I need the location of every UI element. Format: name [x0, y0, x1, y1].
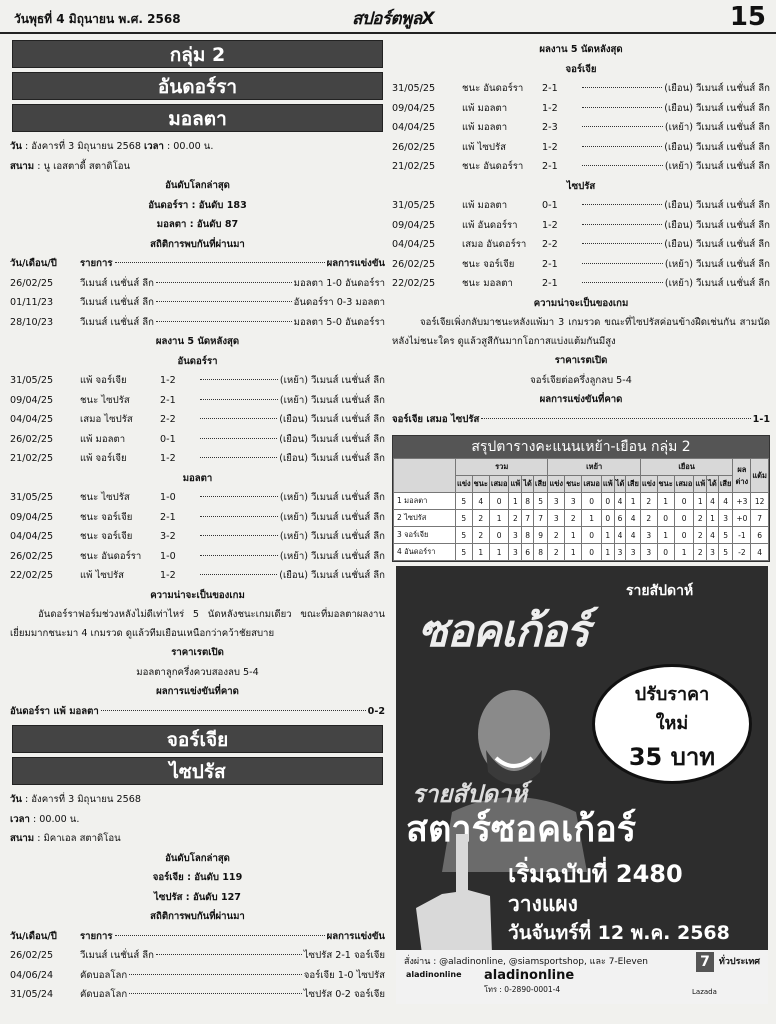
standings-cell: 4: [707, 493, 719, 510]
form-row: 09/04/25 ชนะ ไซปรัส 2-1 (เหย้า) วีเมนส์ เนชั่นส์ ลีก: [10, 394, 385, 406]
standings-cell: 0: [601, 493, 614, 510]
standings-cell: 4: [614, 527, 626, 544]
standings-cell: 5: [456, 544, 473, 561]
h2h-row: 01/11/23 วีเมนส์ เนชั่นส์ ลีก อันดอร์รา 0-3 มอลตา: [10, 297, 385, 308]
match2-form-home-list: [392, 79, 770, 177]
standings-table: [392, 435, 770, 562]
standings-cell: 0: [489, 527, 509, 544]
standings-cell: 5: [456, 510, 473, 527]
match1-away-banner: มอลตา: [12, 104, 383, 132]
match1-chance-title: ความน่าจะเป็นของเกม: [150, 589, 245, 601]
match1-home-banner: อันดอร์รา: [12, 72, 383, 100]
standings-col-header: เสีย: [533, 476, 548, 493]
standings-cell: 3: [548, 493, 565, 510]
standings-col-header: ชนะ: [565, 476, 582, 493]
match1-chance-text: อันดอร์ราฟอร์มช่วงหลังไม่ดีเท่าไหร่ 5 นัดหลังชนะเกมเดียว ขณะที่มอลตาผลงานเยี่ยมมากชนะมา 4 เกมรวด ดูแล้วทีมเยือนเหนือกว่าคว้าชัยสบาย: [10, 609, 385, 639]
match2-day: วัน : อังคารที่ 3 มิถุนายน 2568: [10, 794, 141, 805]
standings-cell: 4: [626, 510, 641, 527]
match2-ranking-title: อันดับโลกล่าสุด: [165, 852, 230, 864]
standings-grid: [393, 458, 769, 561]
standings-cell: 4: [614, 493, 626, 510]
standings-cell: 1: [707, 510, 719, 527]
standings-col-header: แพ้: [601, 476, 614, 493]
match2-h2h-header: วัน/เดือน/ปี รายการ ผลการแข่งขัน: [10, 930, 385, 942]
form-row: 04/04/25 เสมอ อันดอร์รา 2-2 (เยือน) วีเมนส์ เนชั่นส์ ลีก: [392, 239, 770, 250]
standings-col-header: เสมอ: [582, 476, 602, 493]
standings-cell: 2: [640, 510, 657, 527]
standings-cell: 0: [657, 510, 674, 527]
standings-team: 2 ไซปรัส: [394, 510, 456, 527]
standings-cell: 4: [626, 527, 641, 544]
form-row: 26/02/25 แพ้ มอลตา 0-1 (เยือน) วีเมนส์ เนชั่นส์ ลีก: [10, 433, 385, 445]
price-bubble: ปรับราคา ใหม่ 35 บาท: [592, 664, 752, 784]
group-home: เหย้า: [548, 459, 640, 476]
form-row: 22/02/25 ชนะ มอลตา 2-1 (เหย้า) วีเมนส์ เนชั่นส์ ลีก: [392, 278, 770, 289]
standings-cell: -1: [733, 527, 751, 544]
standings-col-header: เสมอ: [674, 476, 694, 493]
pts-header: แต้ม: [751, 459, 769, 493]
standings-col-header: เสมอ: [489, 476, 509, 493]
match2-h2h-title: สถิติการพบกันที่ผ่านมา: [150, 911, 245, 922]
standings-cell: 0: [582, 493, 602, 510]
standings-cell: 0: [674, 510, 694, 527]
standings-row: [394, 527, 769, 544]
form-row: 04/04/25 แพ้ มอลตา 2-3 (เหย้า) วีเมนส์ เนชั่นส์ ลีก: [392, 122, 770, 133]
standings-cell: 3: [707, 544, 719, 561]
standings-cell: 3: [509, 527, 522, 544]
match1-price-text: มอลตาลูกครึ่งควบสองลบ 5-4: [136, 666, 259, 678]
standings-cell: 7: [533, 510, 548, 527]
standings-cell: 2: [694, 527, 707, 544]
standings-cell: 3: [718, 510, 733, 527]
standings-cell: 2: [509, 510, 522, 527]
group-banner: กลุ่ม 2: [12, 40, 383, 68]
match1-h2h-list: [10, 274, 385, 333]
standings-cell: 5: [718, 527, 733, 544]
form-row: 09/04/25 ชนะ จอร์เจีย 2-1 (เหย้า) วีเมนส์ เนชั่นส์ ลีก: [10, 511, 385, 523]
form-row: 31/05/25 แพ้ มอลตา 0-1 (เยือน) วีเมนส์ เนชั่นส์ ลีก: [392, 200, 770, 211]
standings-cell: 3: [640, 527, 657, 544]
standings-cell: 0: [582, 527, 602, 544]
match2-rank-away: ไซปรัส : อันดับ 127: [154, 891, 241, 903]
match1-form-home-list: [10, 371, 385, 469]
match2-form-title: ผลงาน 5 นัดหลังสุด: [539, 44, 623, 55]
standings-cell: 8: [522, 493, 534, 510]
ad-issue: เริ่มฉบับที่ 2480: [508, 860, 683, 888]
ad-day: วันจันทร์ที่ 12 พ.ค. 2568: [508, 922, 730, 944]
form-row: 26/02/25 แพ้ ไซปรัส 1-2 (เยือน) วีเมนส์ เนชั่นส์ ลีก: [392, 141, 770, 153]
standings-cell: 3: [548, 510, 565, 527]
aladin-logo: aladinonline: [406, 970, 462, 979]
standings-cell: 1: [489, 544, 509, 561]
standings-col-header: ได้: [707, 476, 719, 493]
standings-cell: 4: [751, 544, 769, 561]
standings-cell: 4: [707, 527, 719, 544]
form-row: 31/05/25 แพ้ จอร์เจีย 1-2 (เหย้า) วีเมนส์ เนชั่นส์ ลีก: [10, 375, 385, 386]
form-row: 04/04/25 เสมอ ไซปรัส 2-2 (เยือน) วีเมนส์ เนชั่นส์ ลีก: [10, 414, 385, 425]
standings-cell: 7: [522, 510, 534, 527]
standings-cell: 5: [718, 544, 733, 561]
match2-form-away-list: [392, 196, 770, 294]
match1-form-away-title: มอลตา: [182, 472, 213, 484]
match1-predict-title: ผลการแข่งขันที่คาด: [156, 686, 239, 697]
form-row: 21/02/25 แพ้ จอร์เจีย 1-2 (เยือน) วีเมนส์ เนชั่นส์ ลีก: [10, 453, 385, 464]
standings-cell: 5: [456, 493, 473, 510]
standings-cell: 6: [751, 527, 769, 544]
match1-form-away-list: [10, 488, 385, 586]
standings-cell: 1: [565, 527, 582, 544]
standings-cell: 2: [548, 544, 565, 561]
match1-rank-home: อันดอร์รา : อันดับ 183: [148, 199, 247, 211]
lazada-logo: Lazada: [692, 988, 717, 996]
ad-phone: โทร : 0-2890-0001-4: [484, 985, 561, 994]
star-soccer-advertisement: [396, 566, 768, 1004]
standings-cell: 7: [751, 510, 769, 527]
match2-chance-text: จอร์เจียเพิ่งกลับมาชนะหลังแพ้มา 3 เกมรวด ขณะที่ไซปรัสค่อนข้างฝืดเช่นกัน สามนัดหลังไม่ชนะใคร ดูแล้วสูสีกันมากโอกาสแบ่งแต้มกันมีสูง: [392, 317, 770, 347]
match2-time: เวลา : 00.00 น.: [10, 813, 80, 825]
standings-cell: 9: [533, 527, 548, 544]
match1-day: วัน : อังคารที่ 3 มิถุนายน 2568 เวลา : 00.00 น.: [10, 141, 214, 152]
ad-nationwide: ทั่วประเทศ: [718, 957, 760, 967]
standings-cell: 6: [614, 510, 626, 527]
standings-cell: 1: [582, 510, 602, 527]
standings-cell: 2: [472, 527, 489, 544]
standings-cell: 1: [674, 544, 694, 561]
standings-col-header: แข่ง: [456, 476, 473, 493]
standings-cell: 2: [640, 493, 657, 510]
standings-row: [394, 493, 769, 510]
standings-cell: 3: [509, 544, 522, 561]
match1-price-title: ราคาเรตเปิด: [171, 647, 224, 658]
standings-cell: 5: [456, 527, 473, 544]
h2h-row: 28/10/23 วีเมนส์ เนชั่นส์ ลีก มอลตา 5-0 อันดอร์รา: [10, 316, 385, 328]
ad-order: สั่งผ่าน : @aladinonline, @siamsportshop, และ 7-Eleven: [404, 957, 648, 967]
match2-rank-home: จอร์เจีย : อันดับ 119: [152, 872, 243, 883]
ad-sub: รายสัปดาห์: [412, 780, 528, 808]
match1-rank-away: มอลตา : อันดับ 87: [156, 219, 239, 230]
standings-cell: 0: [582, 544, 602, 561]
standings-cell: 0: [674, 493, 694, 510]
form-row: 21/02/25 ชนะ อันดอร์รา 2-1 (เหย้า) วีเมนส์ เนชั่นส์ ลีก: [392, 161, 770, 172]
standings-cell: 1: [472, 544, 489, 561]
h2h-row: 26/02/25 วีเมนส์ เนชั่นส์ ลีก ไซปรัส 2-1 จอร์เจีย: [10, 950, 385, 961]
form-row: 09/04/25 แพ้ อันดอร์รา 1-2 (เยือน) วีเมนส์ เนชั่นส์ ลีก: [392, 219, 770, 231]
seven-eleven-icon: 7: [696, 952, 714, 972]
standings-cell: 1: [694, 493, 707, 510]
standings-row: [394, 544, 769, 561]
standings-cell: 2: [694, 544, 707, 561]
standings-cell: +0: [733, 510, 751, 527]
ad-big: สตาร์ซอคเก้อร์: [406, 809, 637, 850]
group-total: รวม: [456, 459, 548, 476]
standings-cell: 0: [601, 510, 614, 527]
match1-form-home-title: อันดอร์รา: [177, 355, 218, 367]
pointing-hand-icon: [402, 834, 498, 954]
match2-h2h-list: [10, 946, 385, 1005]
standings-cell: 5: [533, 493, 548, 510]
match2-form-away-title: ไซปรัส: [566, 180, 596, 192]
match2-form-home-title: จอร์เจีย: [565, 63, 597, 75]
standings-cell: 1: [626, 493, 641, 510]
form-row: 31/05/25 ชนะ ไซปรัส 1-0 (เหย้า) วีเมนส์ เนชั่นส์ ลีก: [10, 492, 385, 503]
standings-cell: 2: [548, 527, 565, 544]
ad-weekly: รายสัปดาห์: [626, 583, 694, 599]
standings-cell: 1: [657, 527, 674, 544]
page-header: [0, 0, 776, 34]
standings-team: 3 จอร์เจีย: [394, 527, 456, 544]
match1-ranking-title: อันดับโลกล่าสุด: [165, 180, 230, 191]
form-row: 09/04/25 แพ้ มอลตา 1-2 (เยือน) วีเมนส์ เนชั่นส์ ลีก: [392, 102, 770, 114]
standings-col-header: แพ้: [509, 476, 522, 493]
match1-h2h-header: วัน/เดือน/ปี รายการ ผลการแข่งขัน: [10, 258, 385, 269]
standings-cell: 4: [718, 493, 733, 510]
standings-col-header: เสีย: [626, 476, 641, 493]
standings-cell: 2: [694, 510, 707, 527]
standings-cell: 3: [640, 544, 657, 561]
form-row: 22/02/25 แพ้ ไซปรัส 1-2 (เยือน) วีเมนส์ เนชั่นส์ ลีก: [10, 570, 385, 581]
standings-cell: 2: [565, 510, 582, 527]
standings-col-header: แพ้: [694, 476, 707, 493]
standings-col-header: ได้: [614, 476, 626, 493]
standings-cell: +3: [733, 493, 751, 510]
issue-date: วันพุธที่ 4 มิถุนายน พ.ศ. 2568: [14, 12, 181, 26]
standings-col-header: แข่ง: [548, 476, 565, 493]
standings-cell: 4: [472, 493, 489, 510]
standings-cell: 1: [489, 510, 509, 527]
standings-col-header: ชนะ: [472, 476, 489, 493]
page-number: 15: [729, 2, 766, 32]
match2-price-text: จอร์เจียต่อครึ่งลูกลบ 5-4: [530, 374, 632, 386]
standings-row: [394, 510, 769, 527]
standings-cell: 1: [657, 493, 674, 510]
standings-cell: 3: [565, 493, 582, 510]
standings-cell: 0: [674, 527, 694, 544]
match2-price-title: ราคาเรตเปิด: [554, 355, 608, 366]
match1-form-title: ผลงาน 5 นัดหลังสุด: [155, 336, 240, 347]
standings-cell: 0: [657, 544, 674, 561]
standings-cell: 8: [533, 544, 548, 561]
standings-cell: 6: [522, 544, 534, 561]
aladin-wordmark: aladinonline: [484, 968, 575, 983]
standings-cell: 3: [626, 544, 641, 561]
left-column: [10, 40, 385, 1005]
standings-team: 4 อันดอร์รา: [394, 544, 456, 561]
match2-predict-title: ผลการแข่งขันที่คาด: [539, 394, 623, 405]
match1-stadium: สนาม : นู เอสตาดี้ สตาดิโอน: [10, 160, 131, 172]
match1-predict: อันดอร์รา แพ้ มอลตา 0-2: [10, 705, 385, 717]
standings-col-header: ได้: [522, 476, 534, 493]
standings-cell: 1: [601, 544, 614, 561]
standings-cell: 12: [751, 493, 769, 510]
diff-header: ผลต่าง: [733, 459, 751, 493]
standings-col-header: ชนะ: [657, 476, 674, 493]
group-away: เยือน: [640, 459, 732, 476]
h2h-row: 31/05/24 คัดบอลโลก ไซปรัส 0-2 จอร์เจีย: [10, 989, 385, 1000]
match2-home-banner: จอร์เจีย: [12, 725, 383, 753]
match2-away-banner: ไซปรัส: [12, 757, 383, 785]
standings-cell: -2: [733, 544, 751, 561]
h2h-row: 26/02/25 วีเมนส์ เนชั่นส์ ลีก มอลตา 1-0 อันดอร์รา: [10, 277, 385, 289]
standings-title: สรุปตารางคะแนนเหย้า-เยือน กลุ่ม 2: [393, 436, 769, 458]
standings-team: 1 มอลตา: [394, 493, 456, 510]
standings-cell: 8: [522, 527, 534, 544]
standings-cell: 1: [601, 527, 614, 544]
h2h-row: 04/06/24 คัดบอลโลก จอร์เจีย 1-0 ไซปรัส: [10, 969, 385, 981]
form-row: 26/02/25 ชนะ อันดอร์รา 1-0 (เหย้า) วีเมนส์ เนชั่นส์ ลีก: [10, 550, 385, 562]
standings-cell: 2: [472, 510, 489, 527]
match1-h2h-title: สถิติการพบกันที่ผ่านมา: [150, 238, 245, 250]
publication-logo: สปอร์ตพูลX: [352, 9, 435, 29]
standings-col-header: เสีย: [718, 476, 733, 493]
right-column: [392, 40, 770, 562]
standings-cell: 3: [614, 544, 626, 561]
standings-cell: 0: [489, 493, 509, 510]
standings-cell: 1: [565, 544, 582, 561]
ad-shelf: วางแผง: [508, 892, 578, 916]
standings-col-header: แข่ง: [640, 476, 657, 493]
ad-footer: [396, 950, 768, 1004]
match2-predict: จอร์เจีย เสมอ ไซปรัส 1-1: [392, 413, 770, 425]
form-row: 26/02/25 ชนะ จอร์เจีย 2-1 (เหย้า) วีเมนส์ เนชั่นส์ ลีก: [392, 258, 770, 270]
match2-chance-title: ความน่าจะเป็นของเกม: [533, 297, 629, 309]
ad-logo: ซอคเก้อร์: [418, 606, 589, 657]
match2-stadium: สนาม : มิคาเอล สตาดิโอน: [10, 833, 121, 844]
standings-cell: 1: [509, 493, 522, 510]
form-row: 31/05/25 ชนะ อันดอร์รา 2-1 (เยือน) วีเมนส์ เนชั่นส์ ลีก: [392, 83, 770, 94]
form-row: 04/04/25 ชนะ จอร์เจีย 3-2 (เหย้า) วีเมนส์ เนชั่นส์ ลีก: [10, 531, 385, 542]
